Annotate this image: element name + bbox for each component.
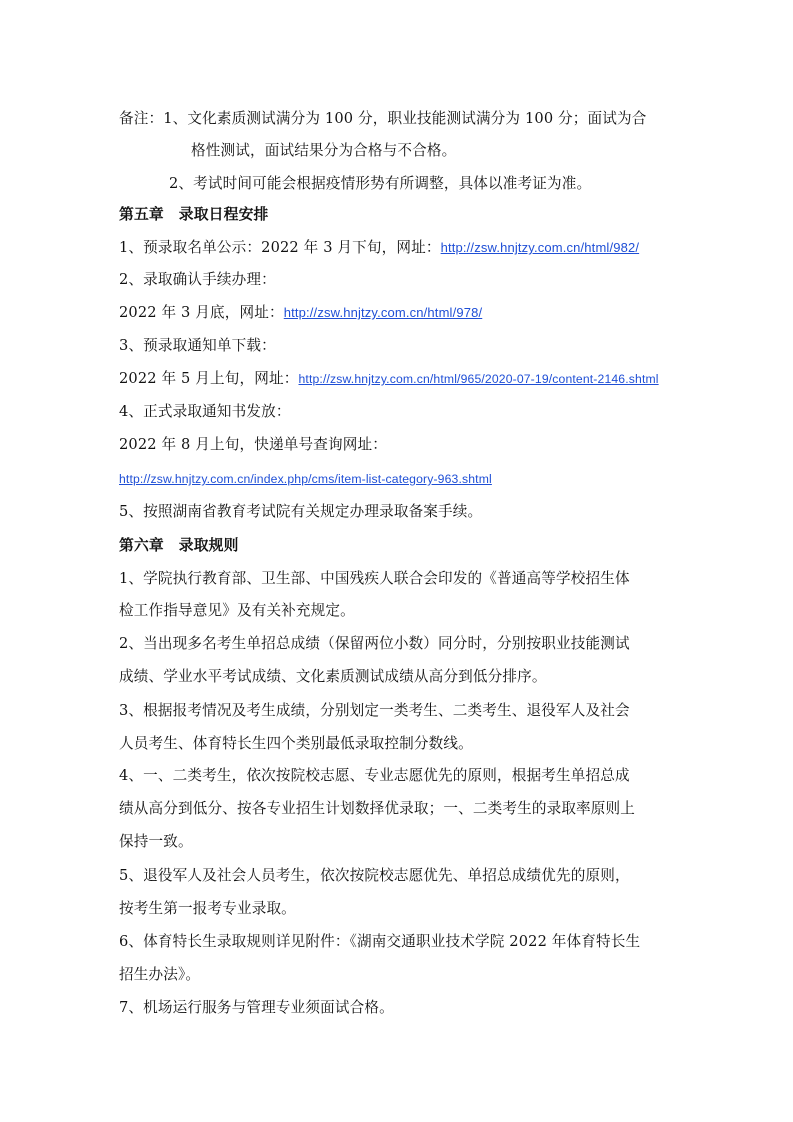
rule-1-line-2: 检工作指导意见》及有关补充规定。: [119, 602, 355, 619]
schedule-item-3-link[interactable]: http://zsw.hnjtzy.com.cn/html/965/2020-07-19/content-2146.shtml: [298, 372, 659, 386]
note-line-2: 格性测试，面试结果分为合格与不合格。: [191, 142, 457, 159]
chapter5-title: 第五章 录取日程安排: [119, 206, 269, 223]
rule-5-line-2: 按考生第一报考专业录取。: [119, 900, 296, 917]
schedule-item-1-link[interactable]: http://zsw.hnjtzy.com.cn/html/982/: [440, 240, 640, 255]
schedule-item-4-text: 2022 年 8 月上旬，快递单号查询网址：: [119, 436, 387, 453]
schedule-item-1-text: 1、预录取名单公示：2022 年 3 月下旬，网址：: [119, 239, 441, 256]
schedule-item-2-link[interactable]: http://zsw.hnjtzy.com.cn/html/978/: [283, 305, 483, 320]
rule-5-line-1: 5、退役军人及社会人员考生，依次按院校志愿优先、单招总成绩优先的原则，: [119, 867, 630, 884]
rule-6-line-2: 招生办法》。: [119, 966, 201, 983]
rule-6-line-1: 6、体育特长生录取规则详见附件：《湖南交通职业技术学院 2022 年体育特长生: [119, 933, 641, 950]
schedule-item-2: [119, 303, 482, 323]
rule-2-line-2: 成绩、学业水平考试成绩、文化素质测试成绩从高分到低分排序。: [119, 668, 547, 685]
schedule-item-4-title: 4、正式录取通知书发放：: [119, 403, 291, 420]
schedule-item-5: 5、按照湖南省教育考试院有关规定办理录取备案手续。: [119, 503, 483, 520]
schedule-item-3: [119, 369, 659, 389]
schedule-item-3-title: 3、预录取通知单下载：: [119, 337, 276, 354]
rule-7: 7、机场运行服务与管理专业须面试合格。: [119, 999, 394, 1016]
rule-4-line-1: 4、一、二类考生，依次按院校志愿、专业志愿优先的原则，根据考生单招总成: [119, 767, 630, 784]
schedule-item-2-text: 2022 年 3 月底，网址：: [119, 304, 284, 321]
schedule-item-4: [119, 469, 492, 489]
schedule-item-1: [119, 238, 639, 258]
schedule-item-3-text: 2022 年 5 月上旬，网址：: [119, 370, 299, 387]
rule-4-line-2: 绩从高分到低分、按各专业招生计划数择优录取；一、二类考生的录取率原则上: [119, 800, 636, 817]
chapter6-title: 第六章 录取规则: [119, 537, 239, 554]
schedule-item-2-title: 2、录取确认手续办理：: [119, 271, 276, 288]
rule-3-line-1: 3、根据报考情况及考生成绩，分别划定一类考生、二类考生、退役军人及社会: [119, 702, 630, 719]
note-line-3: 2、考试时间可能会根据疫情形势有所调整，具体以准考证为准。: [169, 175, 592, 192]
rule-4-line-3: 保持一致。: [119, 833, 193, 850]
schedule-item-4-link[interactable]: http://zsw.hnjtzy.com.cn/index.php/cms/item-list-category-963.shtml: [119, 472, 492, 486]
rule-3-line-2: 人员考生、体育特长生四个类别最低录取控制分数线。: [119, 735, 473, 752]
note-line-1: 备注：1、文化素质测试满分为 100 分，职业技能测试满分为 100 分；面试为合: [119, 110, 647, 127]
rule-1-line-1: 1、学院执行教育部、卫生部、中国残疾人联合会印发的《普通高等学校招生体: [119, 570, 630, 587]
rule-2-line-1: 2、当出现多名考生单招总成绩（保留两位小数）同分时，分别按职业技能测试: [119, 635, 630, 652]
